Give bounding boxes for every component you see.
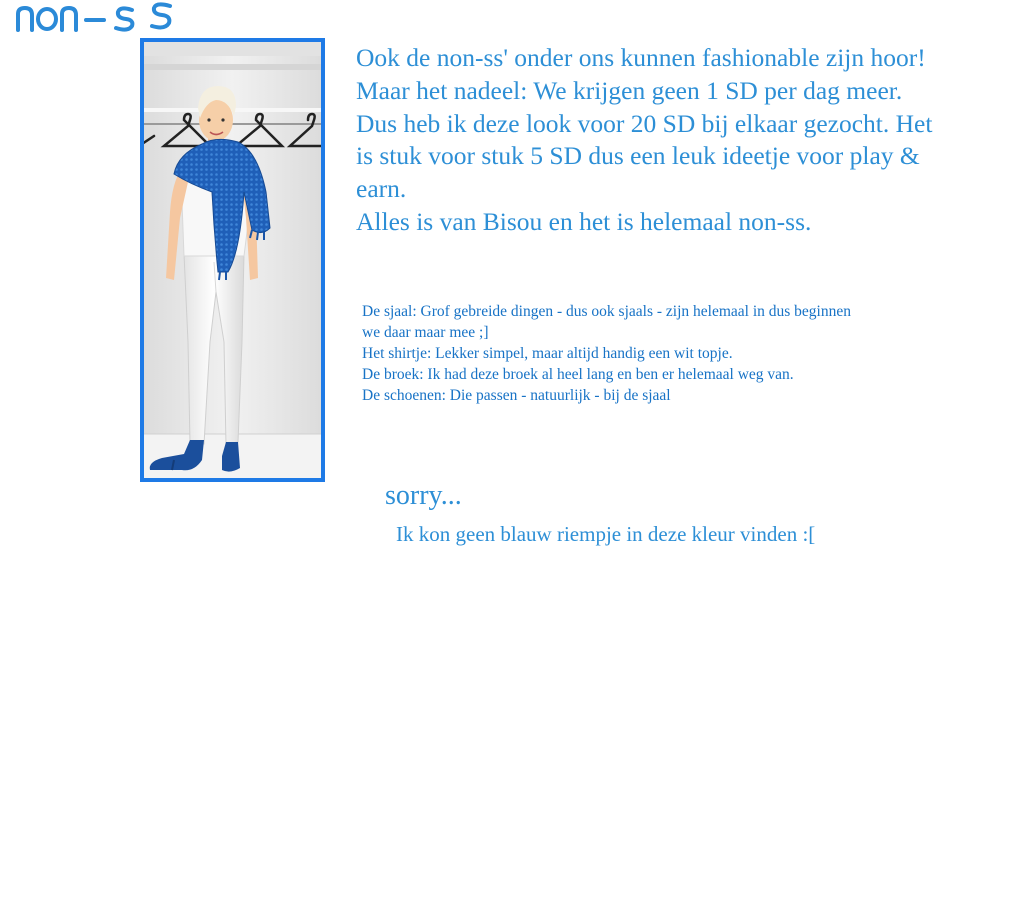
detail-pants: De broek: Ik had deze broek al heel lang en ben er helemaal weg van.: [362, 366, 794, 383]
item-details: [362, 301, 862, 406]
detail-shoes: De schoenen: Die passen - natuurlijk - bij de sjaal: [362, 387, 671, 404]
intro-line: Alles is van Bisou en het is helemaal non-ss.: [356, 206, 812, 236]
detail-shirt: Het shirtje: Lekker simpel, maar altijd handig een wit topje.: [362, 345, 733, 362]
intro-line: Maar het nadeel: We krijgen geen 1 SD per dag meer. Dus heb ik deze look voor 20 SD bij elkaar gezocht. Het is stuk voor stuk 5 SD dus een leuk ideetje voor play & earn.: [356, 75, 933, 204]
handwritten-title: [14, 0, 184, 34]
sorry-heading: sorry...: [385, 480, 462, 511]
intro-text: [356, 42, 946, 239]
outfit-photo: [140, 38, 325, 482]
intro-line: Ook de non-ss' onder ons kunnen fashionable zijn hoor!: [356, 43, 926, 72]
detail-scarf: De sjaal: Grof gebreide dingen - dus ook sjaals - zijn helemaal in dus beginnen we daar maar mee ;]: [362, 303, 851, 341]
sorry-text: Ik kon geen blauw riempje in deze kleur vinden :[: [396, 522, 816, 546]
